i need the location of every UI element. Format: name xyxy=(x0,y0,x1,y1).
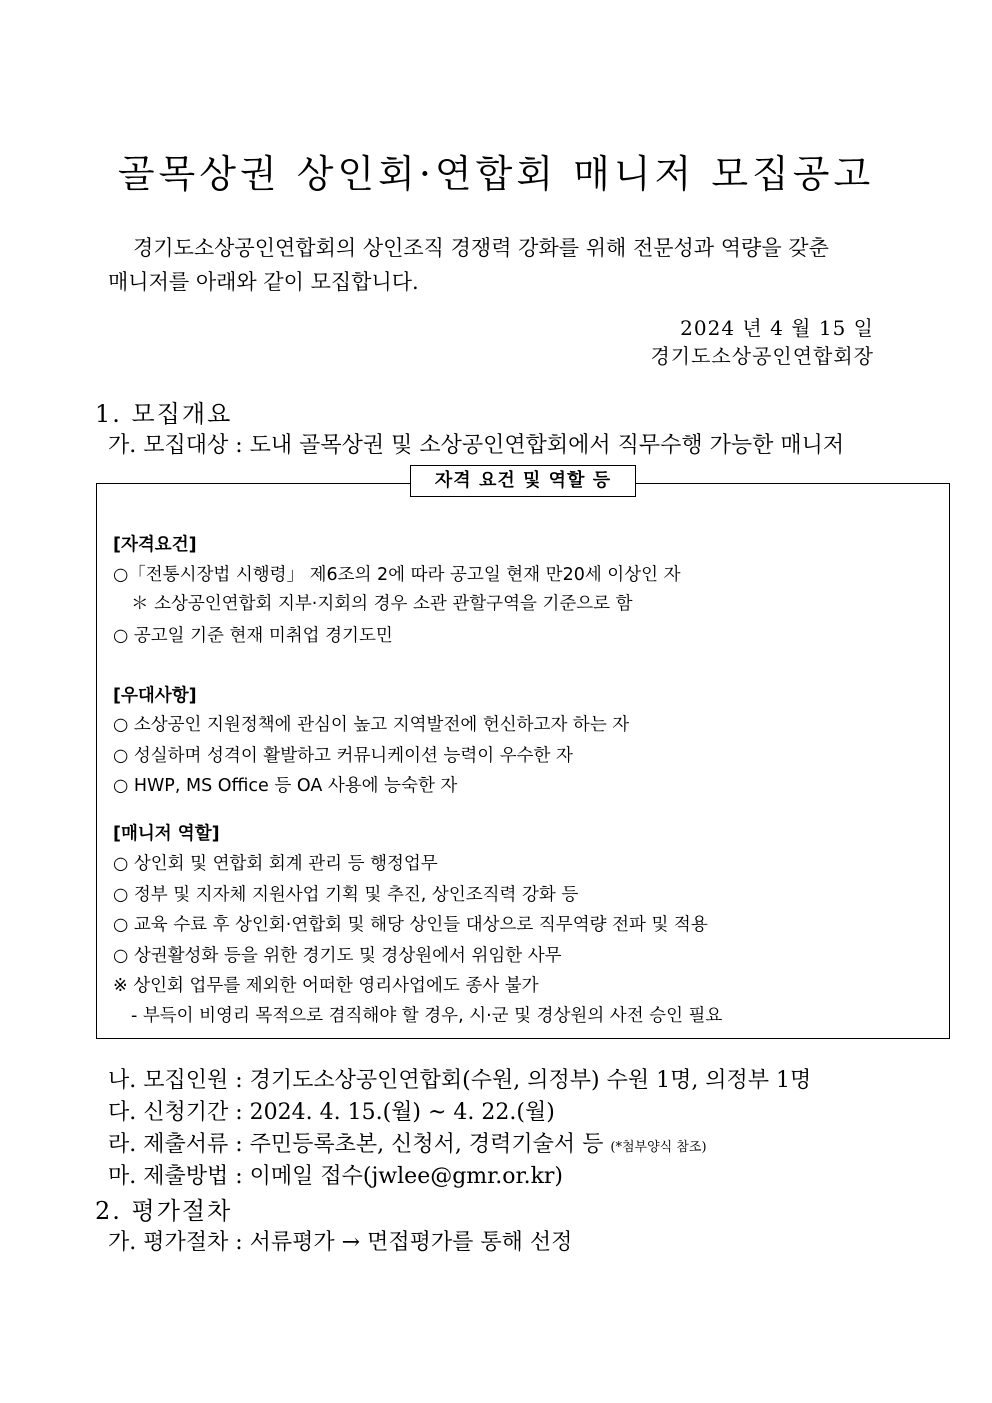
qualification-item: ○ 공고일 기준 현재 미취업 경기도민 xyxy=(113,626,393,646)
role-notice: ※ 상인회 업무를 제외한 어떠한 영리사업에도 종사 불가 xyxy=(113,976,539,996)
section-1-heading: 1. 모집개요 xyxy=(95,400,233,428)
role-item: ○ 정부 및 지자체 지원사업 기획 및 추진, 상인조직력 강화 등 xyxy=(113,885,579,905)
qualification-item: ○「전통시장법 시행령」 제6조의 2에 따라 공고일 현재 만20세 이상인 자 xyxy=(113,565,681,585)
preference-item: ○ 소상공인 지원정책에 관심이 높고 지역발전에 헌신하고자 하는 자 xyxy=(113,715,630,735)
intro-line-2: 매니저를 아래와 같이 모집합니다. xyxy=(108,270,419,294)
preference-heading: [우대사항] xyxy=(113,686,197,706)
issuing-organization: 경기도소상공인연합회장 xyxy=(650,344,874,368)
required-documents-text: 라. 제출서류 : 주민등록초본, 신청서, 경력기술서 등 xyxy=(108,1132,604,1157)
evaluation-procedure: 가. 평가절차 : 서류평가 → 면접평가를 통해 선정 xyxy=(108,1230,573,1255)
role-heading: [매니저 역할] xyxy=(113,824,220,844)
qualification-note: ＊ 소상공인연합회 지부·지회의 경우 소관 관할구역을 기준으로 함 xyxy=(131,594,633,614)
preference-item: ○ 성실하며 성격이 활발하고 커뮤니케이션 능력이 우수한 자 xyxy=(113,746,573,766)
role-item: ○ 상인회 및 연합회 회계 관리 등 행정업무 xyxy=(113,854,438,874)
intro-line-1: 경기도소상공인연합회의 상인조직 경쟁력 강화를 위해 전문성과 역량을 갖춘 xyxy=(133,236,829,260)
attachment-note: (*첨부양식 참조) xyxy=(610,1140,707,1155)
submission-method: 마. 제출방법 : 이메일 접수(jwlee@gmr.or.kr) xyxy=(108,1164,564,1189)
section-2-heading: 2. 평가절차 xyxy=(95,1197,233,1225)
role-notice-detail: - 부득이 비영리 목적으로 겸직해야 할 경우, 시·군 및 경상원의 사전 승인 필요 xyxy=(131,1006,723,1026)
required-documents xyxy=(108,1127,707,1158)
announcement-date: 2024 년 4 월 15 일 xyxy=(680,316,874,340)
recruit-target: 가. 모집대상 : 도내 골목상권 및 소상공인연합회에서 직무수행 가능한 매니저 xyxy=(108,433,845,458)
qualification-box-label: 자격 요건 및 역할 등 xyxy=(410,465,636,497)
recruit-count: 나. 모집인원 : 경기도소상공인연합회(수원, 의정부) 수원 1명, 의정부 1명 xyxy=(108,1068,812,1093)
application-period: 다. 신청기간 : 2024. 4. 15.(월) ~ 4. 22.(월) xyxy=(108,1100,555,1125)
qualification-heading: [자격요건] xyxy=(113,535,197,555)
page-title: 골목상권 상인회·연합회 매니저 모집공고 xyxy=(117,152,875,196)
role-item: ○ 상권활성화 등을 위한 경기도 및 경상원에서 위임한 사무 xyxy=(113,946,562,966)
preference-item: ○ HWP, MS Office 등 OA 사용에 능숙한 자 xyxy=(113,776,458,796)
role-item: ○ 교육 수료 후 상인회·연합회 및 해당 상인들 대상으로 직무역량 전파 및 적용 xyxy=(113,915,708,935)
